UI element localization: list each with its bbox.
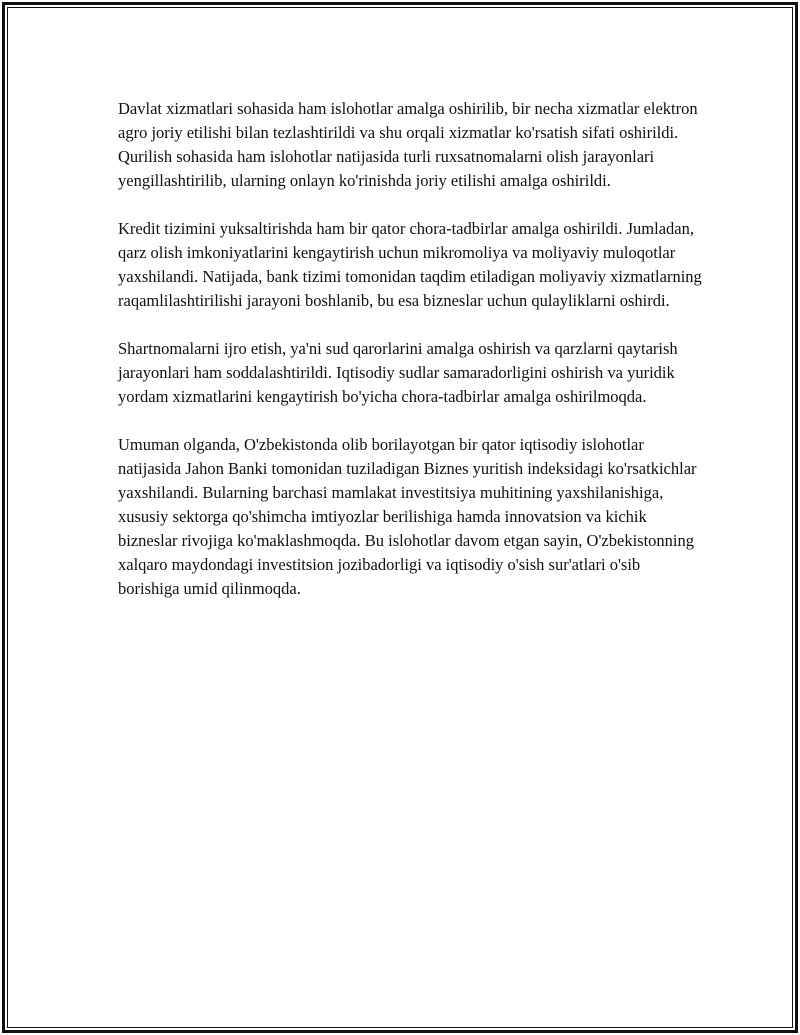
paragraph-2: Kredit tizimini yuksaltirishda ham bir qator chora-tadbirlar amalga oshirildi. Jumladan, qarz olish imkoniyatlarini kengaytirish uchun mikromoliya va moliyaviy muloqotlar yaxshilandi. Natijada, bank tizimi tomonidan taqdim etiladigan moliyaviy xizmatlarning raqamlilashtirilishi jarayoni boshlanib, bu esa bizneslar uchun qulayliklarni oshirdi.	[118, 219, 702, 310]
document-body	[118, 97, 703, 625]
document-page	[2, 2, 798, 1033]
paragraph-1: Davlat xizmatlari sohasida ham islohotlar amalga oshirilib, bir necha xizmatlar elektron agro joriy etilishi bilan tezlashtirildi va shu orqali xizmatlar ko'rsatish sifati oshirildi. Qurilish sohasida ham islohotlar natijasida turli ruxsatnomalarni olish jarayonlari yengillashtirilib, ularning onlayn ko'rinishda joriy etilishi amalga oshirildi.	[118, 99, 698, 190]
paragraph-4: Umuman olganda, O'zbekistonda olib borilayotgan bir qator iqtisodiy islohotlar natijasida Jahon Banki tomonidan tuziladigan Biznes yuritish indeksidagi ko'rsatkichlar yaxshilandi. Bularning barchasi mamlakat investitsiya muhitining yaxshilanishiga, xususiy sektorga qo'shimcha imtiyozlar berilishiga hamda innovatsion va kichik bizneslar rivojiga ko'maklashmoqda. Bu islohotlar davom etgan sayin, O'zbekistonning xalqaro maydondagi investitsion jozibadorligi va iqtisodiy o'sish sur'atlari o'sib borishiga umid qilinmoqda.	[118, 435, 697, 598]
paragraph-3: Shartnomalarni ijro etish, ya'ni sud qarorlarini amalga oshirish va qarzlarni qaytarish jarayonlari ham soddalashtirildi. Iqtisodiy sudlar samaradorligini oshirish va yuridik yordam xizmatlarini kengaytirish bo'yicha chora-tadbirlar amalga oshirilmoqda.	[118, 339, 678, 406]
